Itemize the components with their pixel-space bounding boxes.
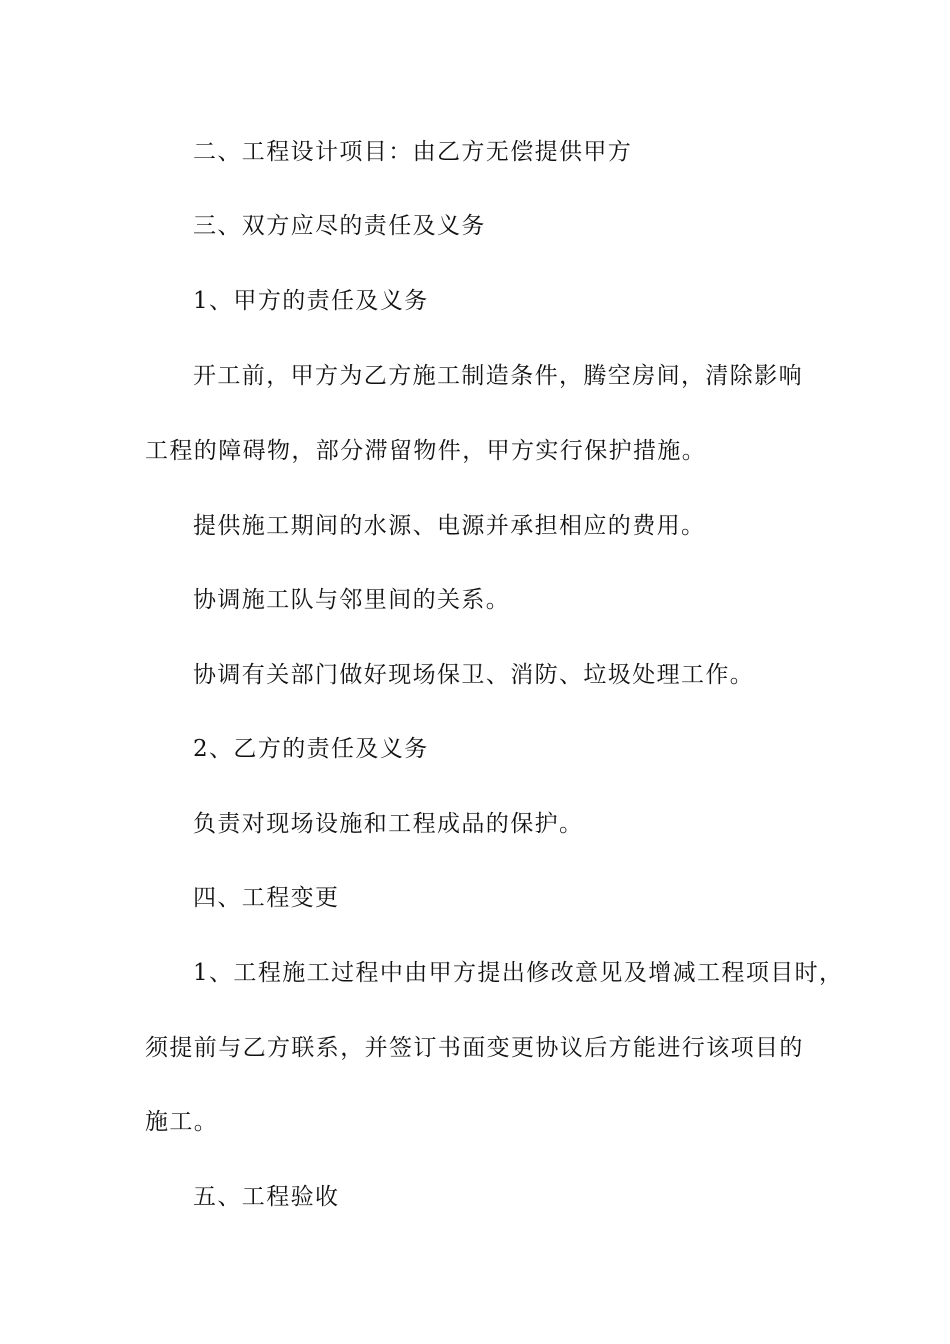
section-4-heading: 四、工程变更 xyxy=(193,885,340,911)
paragraph-line: 工程的障碍物，部分滞留物件，甲方实行保护措施。 xyxy=(145,438,707,464)
paragraph-line: 1、工程施工过程中由甲方提出修改意见及增减工程项目时， xyxy=(193,960,844,986)
paragraph-line: 协调有关部门做好现场保卫、消防、垃圾处理工作。 xyxy=(193,662,755,688)
section-3-heading: 三、双方应尽的责任及义务 xyxy=(193,213,486,239)
party-a-duties-heading: 1、甲方的责任及义务 xyxy=(193,288,429,314)
paragraph-line: 提供施工期间的水源、电源并承担相应的费用。 xyxy=(193,513,706,539)
paragraph-line: 须提前与乙方联系，并签订书面变更协议后方能进行该项目的 xyxy=(145,1035,804,1061)
section-2-heading: 二、工程设计项目：由乙方无偿提供甲方 xyxy=(193,139,633,165)
paragraph-line: 开工前，甲方为乙方施工制造条件，腾空房间，清除影响 xyxy=(193,363,803,389)
paragraph-line: 负责对现场设施和工程成品的保护。 xyxy=(193,811,584,837)
paragraph-line: 施工。 xyxy=(145,1109,219,1135)
party-b-duties-heading: 2、乙方的责任及义务 xyxy=(193,736,429,762)
paragraph-line: 协调施工队与邻里间的关系。 xyxy=(193,587,511,613)
section-5-heading: 五、工程验收 xyxy=(193,1184,340,1210)
